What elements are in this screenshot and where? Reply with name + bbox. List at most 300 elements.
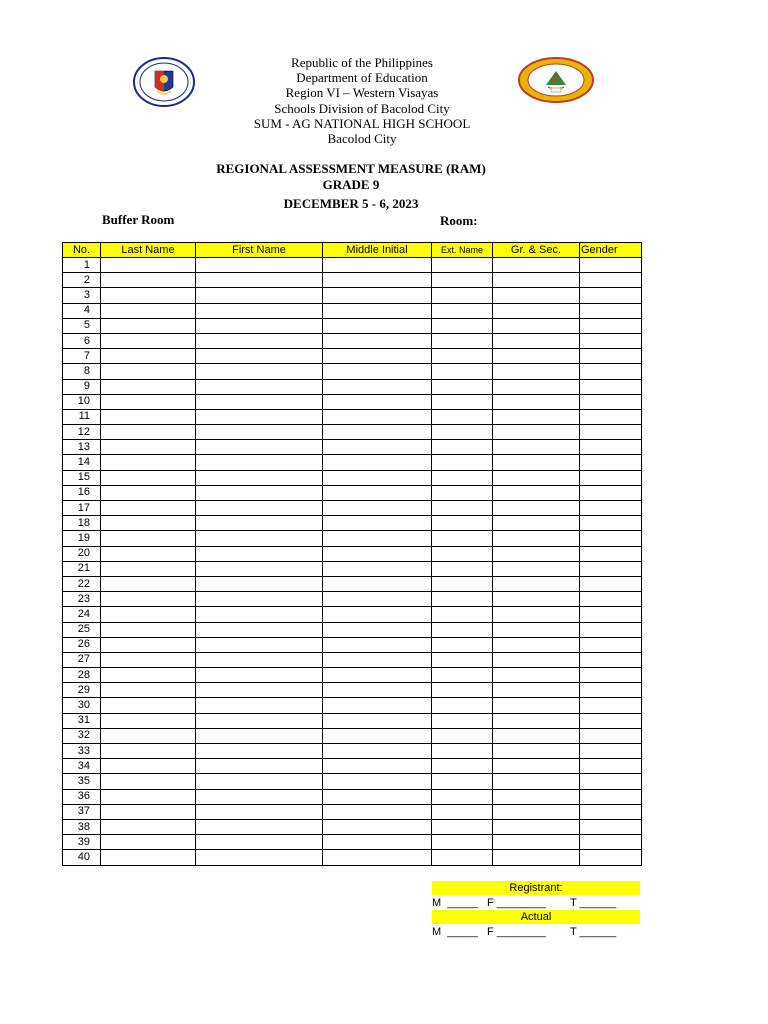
gr-sec-cell[interactable] <box>493 349 580 364</box>
gr-sec-cell[interactable] <box>493 273 580 288</box>
last-name-cell[interactable] <box>101 592 196 607</box>
middle-initial-cell[interactable] <box>323 546 432 561</box>
gr-sec-cell[interactable] <box>493 470 580 485</box>
gender-cell[interactable] <box>580 379 642 394</box>
last-name-cell[interactable] <box>101 318 196 333</box>
last-name-cell[interactable] <box>101 683 196 698</box>
last-name-cell[interactable] <box>101 652 196 667</box>
last-name-cell[interactable] <box>101 379 196 394</box>
row-number: 4 <box>63 303 101 318</box>
last-name-cell[interactable] <box>101 455 196 470</box>
row-number: 24 <box>63 607 101 622</box>
table-row <box>63 759 642 774</box>
gender-cell[interactable] <box>580 622 642 637</box>
middle-initial-cell[interactable] <box>323 333 432 348</box>
first-name-cell[interactable] <box>196 698 323 713</box>
ext-name-cell[interactable] <box>432 288 493 303</box>
row-number: 25 <box>63 622 101 637</box>
first-name-cell[interactable] <box>196 804 323 819</box>
last-name-cell[interactable] <box>101 425 196 440</box>
last-name-cell[interactable] <box>101 273 196 288</box>
first-name-cell[interactable] <box>196 759 323 774</box>
first-name-cell[interactable] <box>196 668 323 683</box>
gender-cell[interactable] <box>580 349 642 364</box>
middle-initial-cell[interactable] <box>323 470 432 485</box>
ext-name-cell[interactable] <box>432 622 493 637</box>
gender-cell[interactable] <box>580 728 642 743</box>
middle-initial-cell[interactable] <box>323 485 432 500</box>
middle-initial-cell[interactable] <box>323 288 432 303</box>
first-name-cell[interactable] <box>196 364 323 379</box>
gender-cell[interactable] <box>580 485 642 500</box>
ext-name-cell[interactable] <box>432 728 493 743</box>
first-name-cell[interactable] <box>196 728 323 743</box>
gr-sec-cell[interactable] <box>493 804 580 819</box>
middle-initial-cell[interactable] <box>323 425 432 440</box>
first-name-cell[interactable] <box>196 652 323 667</box>
table-row <box>63 683 642 698</box>
middle-initial-cell[interactable] <box>323 303 432 318</box>
last-name-cell[interactable] <box>101 728 196 743</box>
ext-name-cell[interactable] <box>432 804 493 819</box>
ext-name-cell[interactable] <box>432 349 493 364</box>
ext-name-cell[interactable] <box>432 364 493 379</box>
last-name-cell[interactable] <box>101 668 196 683</box>
middle-initial-cell[interactable] <box>323 379 432 394</box>
middle-initial-cell[interactable] <box>323 850 432 865</box>
row-number: 18 <box>63 516 101 531</box>
first-name-cell[interactable] <box>196 485 323 500</box>
ext-name-cell[interactable] <box>432 774 493 789</box>
table-row <box>63 364 642 379</box>
first-name-cell[interactable] <box>196 470 323 485</box>
last-name-cell[interactable] <box>101 440 196 455</box>
middle-initial-cell[interactable] <box>323 622 432 637</box>
row-number: 12 <box>63 425 101 440</box>
gender-cell[interactable] <box>580 258 642 273</box>
ext-name-cell[interactable] <box>432 425 493 440</box>
ext-name-cell[interactable] <box>432 546 493 561</box>
gender-cell[interactable] <box>580 744 642 759</box>
ext-name-cell[interactable] <box>432 652 493 667</box>
ext-name-cell[interactable] <box>432 592 493 607</box>
table-row <box>63 622 642 637</box>
gr-sec-cell[interactable] <box>493 379 580 394</box>
middle-initial-cell[interactable] <box>323 318 432 333</box>
header-school: SUM - AG NATIONAL HIGH SCHOOL <box>253 116 471 131</box>
middle-initial-cell[interactable] <box>323 713 432 728</box>
ext-name-cell[interactable] <box>432 576 493 591</box>
table-row <box>63 819 642 834</box>
table-row <box>63 850 642 865</box>
gr-sec-cell[interactable] <box>493 501 580 516</box>
last-name-cell[interactable] <box>101 288 196 303</box>
first-name-cell[interactable] <box>196 607 323 622</box>
last-name-cell[interactable] <box>101 349 196 364</box>
last-name-cell[interactable] <box>101 607 196 622</box>
ext-name-cell[interactable] <box>432 318 493 333</box>
gr-sec-cell[interactable] <box>493 819 580 834</box>
ext-name-cell[interactable] <box>432 819 493 834</box>
gender-cell[interactable] <box>580 546 642 561</box>
gender-cell[interactable] <box>580 759 642 774</box>
last-name-cell[interactable] <box>101 835 196 850</box>
gender-cell[interactable] <box>580 561 642 576</box>
middle-initial-cell[interactable] <box>323 455 432 470</box>
last-name-cell[interactable] <box>101 394 196 409</box>
gr-sec-cell[interactable] <box>493 576 580 591</box>
col-header-first-name: First Name <box>196 243 323 258</box>
gr-sec-cell[interactable] <box>493 318 580 333</box>
table-row <box>63 273 642 288</box>
gender-cell[interactable] <box>580 819 642 834</box>
first-name-cell[interactable] <box>196 425 323 440</box>
row-number: 29 <box>63 683 101 698</box>
gender-cell[interactable] <box>580 501 642 516</box>
table-row <box>63 425 642 440</box>
middle-initial-cell[interactable] <box>323 637 432 652</box>
gr-sec-cell[interactable] <box>493 288 580 303</box>
ext-name-cell[interactable] <box>432 379 493 394</box>
gender-cell[interactable] <box>580 409 642 424</box>
first-name-cell[interactable] <box>196 789 323 804</box>
first-name-cell[interactable] <box>196 561 323 576</box>
row-number: 6 <box>63 333 101 348</box>
first-name-cell[interactable] <box>196 592 323 607</box>
ext-name-cell[interactable] <box>432 713 493 728</box>
table-row <box>63 576 642 591</box>
last-name-cell[interactable] <box>101 364 196 379</box>
row-number: 3 <box>63 288 101 303</box>
gender-cell[interactable] <box>580 804 642 819</box>
gender-cell[interactable] <box>580 774 642 789</box>
row-number: 10 <box>63 394 101 409</box>
gr-sec-cell[interactable] <box>493 759 580 774</box>
row-number: 22 <box>63 576 101 591</box>
last-name-cell[interactable] <box>101 744 196 759</box>
first-name-cell[interactable] <box>196 303 323 318</box>
gender-cell[interactable] <box>580 652 642 667</box>
gender-cell[interactable] <box>580 850 642 865</box>
row-number: 9 <box>63 379 101 394</box>
row-number: 15 <box>63 470 101 485</box>
gender-cell[interactable] <box>580 637 642 652</box>
gender-cell[interactable] <box>580 713 642 728</box>
gender-cell[interactable] <box>580 318 642 333</box>
ext-name-cell[interactable] <box>432 409 493 424</box>
middle-initial-cell[interactable] <box>323 501 432 516</box>
gender-cell[interactable] <box>580 607 642 622</box>
ext-name-cell[interactable] <box>432 258 493 273</box>
row-number: 27 <box>63 652 101 667</box>
last-name-cell[interactable] <box>101 546 196 561</box>
middle-initial-cell[interactable] <box>323 668 432 683</box>
table-row <box>63 409 642 424</box>
ext-name-cell[interactable] <box>432 744 493 759</box>
gr-sec-cell[interactable] <box>493 789 580 804</box>
table-row <box>63 470 642 485</box>
middle-initial-cell[interactable] <box>323 804 432 819</box>
middle-initial-cell[interactable] <box>323 652 432 667</box>
gender-cell[interactable] <box>580 835 642 850</box>
first-name-cell[interactable] <box>196 409 323 424</box>
first-name-cell[interactable] <box>196 273 323 288</box>
ext-name-cell[interactable] <box>432 759 493 774</box>
gr-sec-cell[interactable] <box>493 622 580 637</box>
ext-name-cell[interactable] <box>432 835 493 850</box>
first-name-cell[interactable] <box>196 455 323 470</box>
ext-name-cell[interactable] <box>432 850 493 865</box>
table-row <box>63 288 642 303</box>
ext-name-cell[interactable] <box>432 561 493 576</box>
first-name-cell[interactable] <box>196 835 323 850</box>
first-name-cell[interactable] <box>196 394 323 409</box>
gr-sec-cell[interactable] <box>493 774 580 789</box>
first-name-cell[interactable] <box>196 258 323 273</box>
last-name-cell[interactable] <box>101 576 196 591</box>
gender-cell[interactable] <box>580 364 642 379</box>
table-row <box>63 531 642 546</box>
ext-name-cell[interactable] <box>432 333 493 348</box>
last-name-cell[interactable] <box>101 637 196 652</box>
middle-initial-cell[interactable] <box>323 394 432 409</box>
row-number: 8 <box>63 364 101 379</box>
header-city: Bacolod City <box>327 131 397 146</box>
middle-initial-cell[interactable] <box>323 349 432 364</box>
middle-initial-cell[interactable] <box>323 819 432 834</box>
table-row <box>63 333 642 348</box>
gender-cell[interactable] <box>580 592 642 607</box>
last-name-cell[interactable] <box>101 713 196 728</box>
ext-name-cell[interactable] <box>432 637 493 652</box>
gr-sec-cell[interactable] <box>493 592 580 607</box>
gender-cell[interactable] <box>580 470 642 485</box>
last-name-cell[interactable] <box>101 819 196 834</box>
gr-sec-cell[interactable] <box>493 516 580 531</box>
ext-name-cell[interactable] <box>432 440 493 455</box>
row-number: 37 <box>63 804 101 819</box>
last-name-cell[interactable] <box>101 561 196 576</box>
first-name-cell[interactable] <box>196 774 323 789</box>
ext-name-cell[interactable] <box>432 698 493 713</box>
middle-initial-cell[interactable] <box>323 273 432 288</box>
gender-cell[interactable] <box>580 576 642 591</box>
first-name-cell[interactable] <box>196 637 323 652</box>
middle-initial-cell[interactable] <box>323 364 432 379</box>
ext-name-cell[interactable] <box>432 683 493 698</box>
middle-initial-cell[interactable] <box>323 531 432 546</box>
table-row <box>63 349 642 364</box>
last-name-cell[interactable] <box>101 850 196 865</box>
gender-cell[interactable] <box>580 698 642 713</box>
first-name-cell[interactable] <box>196 379 323 394</box>
gr-sec-cell[interactable] <box>493 303 580 318</box>
gr-sec-cell[interactable] <box>493 485 580 500</box>
first-name-cell[interactable] <box>196 349 323 364</box>
last-name-cell[interactable] <box>101 516 196 531</box>
table-row <box>63 485 642 500</box>
ext-name-cell[interactable] <box>432 789 493 804</box>
gr-sec-cell[interactable] <box>493 850 580 865</box>
table-row <box>63 394 642 409</box>
table-row <box>63 546 642 561</box>
gender-cell[interactable] <box>580 683 642 698</box>
first-name-cell[interactable] <box>196 683 323 698</box>
ext-name-cell[interactable] <box>432 455 493 470</box>
ext-name-cell[interactable] <box>432 531 493 546</box>
ext-name-cell[interactable] <box>432 668 493 683</box>
gender-cell[interactable] <box>580 789 642 804</box>
title-date: DECEMBER 5 - 6, 2023 <box>283 196 419 211</box>
first-name-cell[interactable] <box>196 622 323 637</box>
gender-cell[interactable] <box>580 516 642 531</box>
row-number: 19 <box>63 531 101 546</box>
ext-name-cell[interactable] <box>432 273 493 288</box>
ext-name-cell[interactable] <box>432 501 493 516</box>
gr-sec-cell[interactable] <box>493 744 580 759</box>
gender-cell[interactable] <box>580 455 642 470</box>
ext-name-cell[interactable] <box>432 470 493 485</box>
gr-sec-cell[interactable] <box>493 440 580 455</box>
registrant-counts: M _____ F ________ T ______ <box>432 897 617 909</box>
middle-initial-cell[interactable] <box>323 728 432 743</box>
row-number: 2 <box>63 273 101 288</box>
last-name-cell[interactable] <box>101 774 196 789</box>
row-number: 36 <box>63 789 101 804</box>
last-name-cell[interactable] <box>101 501 196 516</box>
gr-sec-cell[interactable] <box>493 683 580 698</box>
middle-initial-cell[interactable] <box>323 774 432 789</box>
row-number: 38 <box>63 819 101 834</box>
middle-initial-cell[interactable] <box>323 561 432 576</box>
last-name-cell[interactable] <box>101 622 196 637</box>
gr-sec-cell[interactable] <box>493 561 580 576</box>
gr-sec-cell[interactable] <box>493 607 580 622</box>
last-name-cell[interactable] <box>101 804 196 819</box>
gr-sec-cell[interactable] <box>493 713 580 728</box>
first-name-cell[interactable] <box>196 318 323 333</box>
middle-initial-cell[interactable] <box>323 759 432 774</box>
gender-cell[interactable] <box>580 394 642 409</box>
ext-name-cell[interactable] <box>432 607 493 622</box>
gr-sec-cell[interactable] <box>493 409 580 424</box>
gender-cell[interactable] <box>580 303 642 318</box>
row-number: 35 <box>63 774 101 789</box>
gr-sec-cell[interactable] <box>493 637 580 652</box>
gr-sec-cell[interactable] <box>493 364 580 379</box>
first-name-cell[interactable] <box>196 576 323 591</box>
middle-initial-cell[interactable] <box>323 409 432 424</box>
table-row <box>63 607 642 622</box>
table-row <box>63 379 642 394</box>
last-name-cell[interactable] <box>101 409 196 424</box>
gender-cell[interactable] <box>580 668 642 683</box>
middle-initial-cell[interactable] <box>323 576 432 591</box>
ext-name-cell[interactable] <box>432 516 493 531</box>
row-number: 32 <box>63 728 101 743</box>
last-name-cell[interactable] <box>101 258 196 273</box>
row-number: 31 <box>63 713 101 728</box>
middle-initial-cell[interactable] <box>323 516 432 531</box>
last-name-cell[interactable] <box>101 303 196 318</box>
table-row <box>63 561 642 576</box>
last-name-cell[interactable] <box>101 470 196 485</box>
first-name-cell[interactable] <box>196 516 323 531</box>
gr-sec-cell[interactable] <box>493 425 580 440</box>
last-name-cell[interactable] <box>101 759 196 774</box>
header-region: Region VI – Western Visayas <box>285 85 439 100</box>
gr-sec-cell[interactable] <box>493 668 580 683</box>
first-name-cell[interactable] <box>196 531 323 546</box>
middle-initial-cell[interactable] <box>323 698 432 713</box>
ext-name-cell[interactable] <box>432 485 493 500</box>
gr-sec-cell[interactable] <box>493 455 580 470</box>
gender-cell[interactable] <box>580 288 642 303</box>
gr-sec-cell[interactable] <box>493 698 580 713</box>
middle-initial-cell[interactable] <box>323 258 432 273</box>
last-name-cell[interactable] <box>101 789 196 804</box>
row-number: 13 <box>63 440 101 455</box>
col-header-gender: Gender <box>580 243 642 258</box>
gr-sec-cell[interactable] <box>493 333 580 348</box>
last-name-cell[interactable] <box>101 333 196 348</box>
first-name-cell[interactable] <box>196 501 323 516</box>
gender-cell[interactable] <box>580 333 642 348</box>
table-header-row <box>63 243 642 258</box>
middle-initial-cell[interactable] <box>323 744 432 759</box>
col-header-middle-initial: Middle Initial <box>323 243 432 258</box>
first-name-cell[interactable] <box>196 440 323 455</box>
table-row <box>63 774 642 789</box>
gender-cell[interactable] <box>580 273 642 288</box>
first-name-cell[interactable] <box>196 819 323 834</box>
first-name-cell[interactable] <box>196 744 323 759</box>
first-name-cell[interactable] <box>196 333 323 348</box>
middle-initial-cell[interactable] <box>323 683 432 698</box>
middle-initial-cell[interactable] <box>323 607 432 622</box>
title-ram: REGIONAL ASSESSMENT MEASURE (RAM) <box>216 161 486 176</box>
table-row <box>63 440 642 455</box>
middle-initial-cell[interactable] <box>323 592 432 607</box>
registrant-label: Registrant: <box>432 881 640 895</box>
middle-initial-cell[interactable] <box>323 835 432 850</box>
gender-cell[interactable] <box>580 440 642 455</box>
gender-cell[interactable] <box>580 531 642 546</box>
first-name-cell[interactable] <box>196 546 323 561</box>
middle-initial-cell[interactable] <box>323 789 432 804</box>
gr-sec-cell[interactable] <box>493 258 580 273</box>
gr-sec-cell[interactable] <box>493 652 580 667</box>
gr-sec-cell[interactable] <box>493 531 580 546</box>
middle-initial-cell[interactable] <box>323 440 432 455</box>
gender-cell[interactable] <box>580 425 642 440</box>
ext-name-cell[interactable] <box>432 303 493 318</box>
gr-sec-cell[interactable] <box>493 728 580 743</box>
table-row <box>63 637 642 652</box>
first-name-cell[interactable] <box>196 850 323 865</box>
gr-sec-cell[interactable] <box>493 546 580 561</box>
last-name-cell[interactable] <box>101 698 196 713</box>
last-name-cell[interactable] <box>101 531 196 546</box>
ext-name-cell[interactable] <box>432 394 493 409</box>
buffer-room-label: Buffer Room <box>102 212 175 227</box>
first-name-cell[interactable] <box>196 713 323 728</box>
last-name-cell[interactable] <box>101 485 196 500</box>
actual-label: Actual <box>432 910 640 924</box>
gr-sec-cell[interactable] <box>493 394 580 409</box>
gr-sec-cell[interactable] <box>493 835 580 850</box>
first-name-cell[interactable] <box>196 288 323 303</box>
